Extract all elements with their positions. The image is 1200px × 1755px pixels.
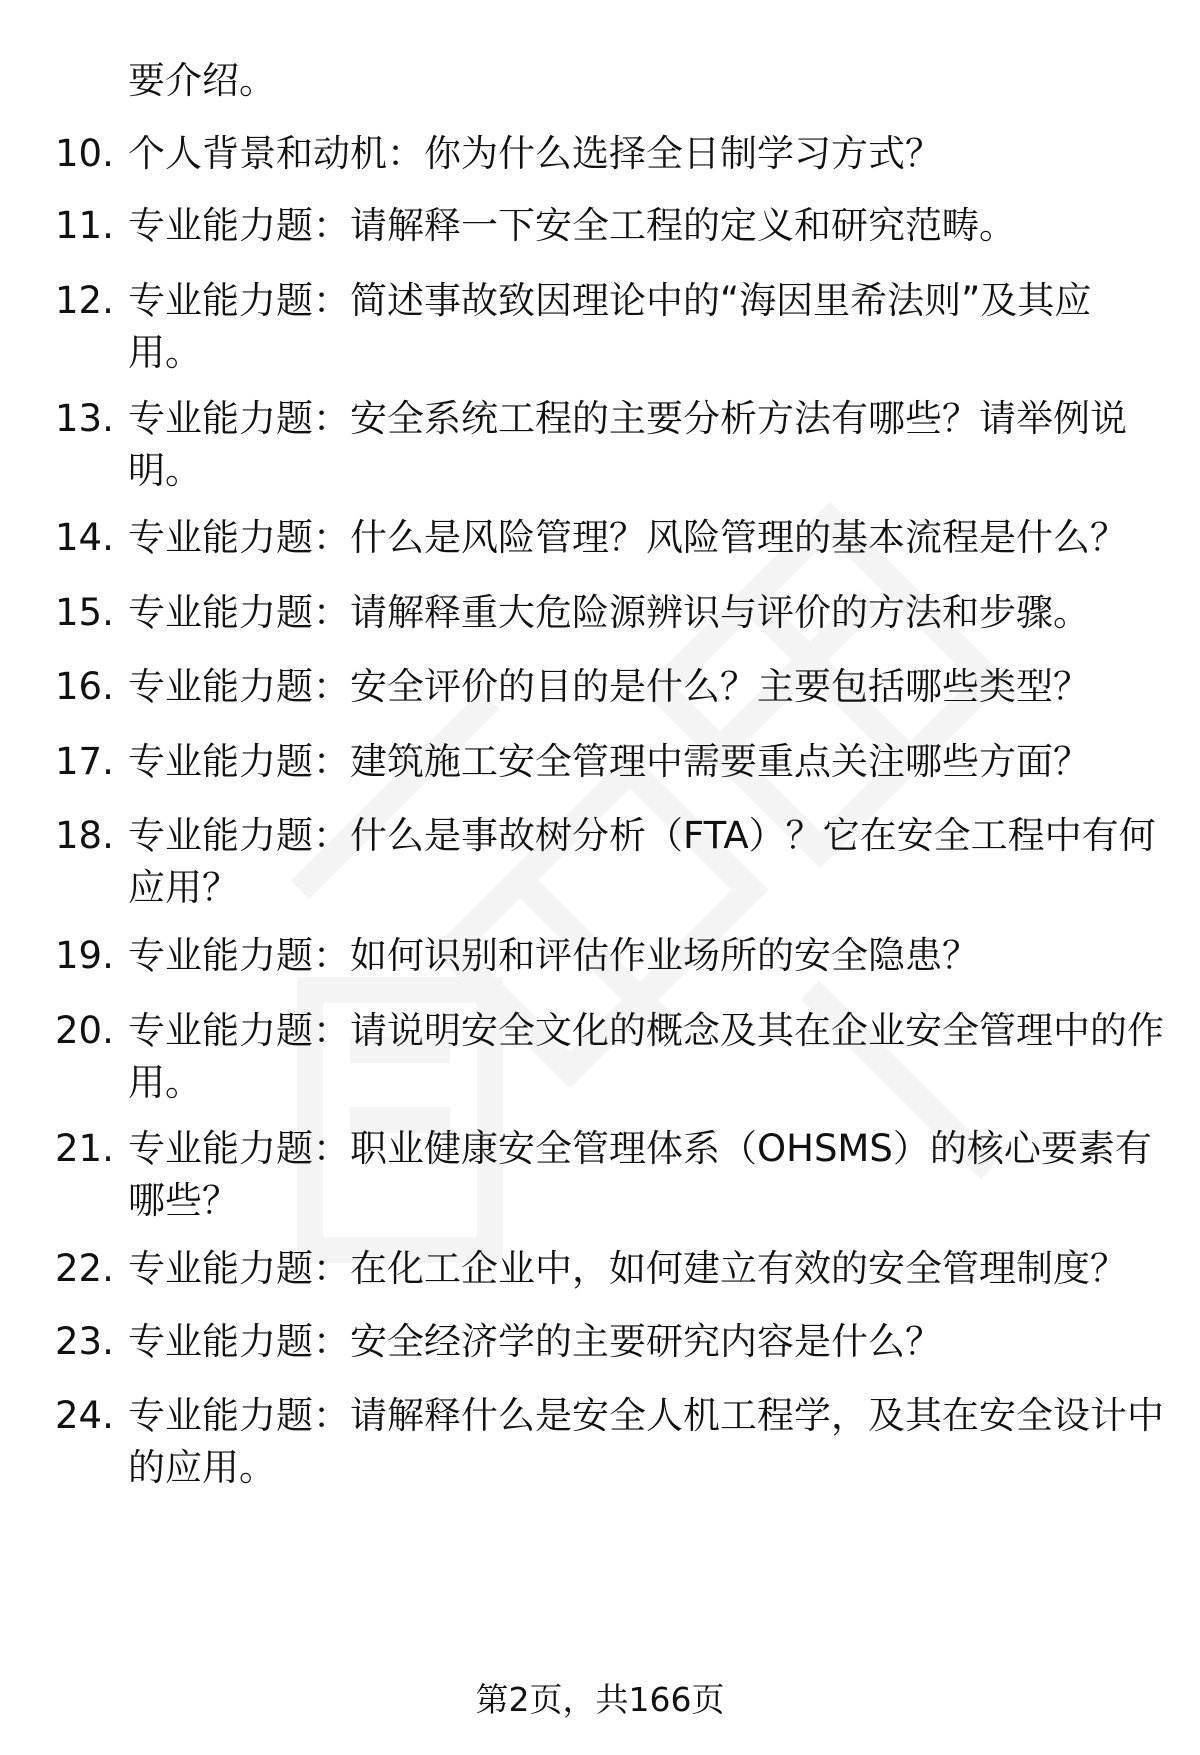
item-line: 用。 — [128, 1061, 202, 1104]
item-text — [128, 1005, 1164, 1109]
item-line: 专业能力题：如何识别和评估作业场所的安全隐患？ — [128, 934, 979, 977]
item-line: 专业能力题：简述事故致因理论中的“海因里希法则”及其应 — [128, 279, 1092, 322]
page-footer: 第2页，共166页 — [475, 1680, 725, 1719]
item-number: 11. — [55, 204, 114, 247]
item-line: 的应用。 — [128, 1446, 276, 1489]
item-line: 专业能力题：什么是事故树分析（FTA）？它在安全工程中有何 — [128, 814, 1156, 857]
item-text — [128, 810, 1156, 914]
item-number: 20. — [55, 1009, 114, 1052]
item-line: 专业能力题：安全系统工程的主要分析方法有哪些？请举例说 — [128, 397, 1127, 440]
item-line: 专业能力题：请解释重大危险源辨识与评价的方法和步骤。 — [128, 591, 1090, 634]
item-number: 18. — [55, 814, 114, 857]
item-number: 16. — [55, 665, 114, 708]
item-number: 15. — [55, 591, 114, 634]
continuation-line: 要介绍。 — [128, 59, 276, 102]
item-line: 专业能力题：在化工企业中，如何建立有效的安全管理制度？ — [128, 1247, 1127, 1290]
item-line: 个人背景和动机：你为什么选择全日制学习方式？ — [128, 132, 942, 175]
item-line: 应用？ — [128, 866, 239, 909]
item-text — [128, 736, 1138, 788]
item-number: 12. — [55, 279, 114, 322]
item-line: 明。 — [128, 449, 202, 492]
item-number: 17. — [55, 740, 114, 783]
item-text — [128, 512, 1138, 564]
item-text — [128, 275, 1138, 379]
item-line: 专业能力题：请说明安全文化的概念及其在企业安全管理中的作 — [128, 1009, 1164, 1052]
item-text — [128, 661, 1138, 713]
item-number: 24. — [55, 1394, 114, 1437]
item-number: 10. — [55, 132, 114, 175]
item-text — [128, 930, 1138, 982]
item-text — [128, 128, 1138, 180]
item-line: 哪些？ — [128, 1179, 239, 1222]
continuation-text — [128, 55, 1138, 107]
item-text — [128, 1316, 1138, 1368]
item-line: 专业能力题：建筑施工安全管理中需要重点关注哪些方面？ — [128, 740, 1090, 783]
item-line: 专业能力题：安全评价的目的是什么？主要包括哪些类型？ — [128, 665, 1090, 708]
item-text — [128, 1123, 1152, 1227]
item-number: 22. — [55, 1247, 114, 1290]
item-text — [128, 393, 1138, 497]
item-number: 13. — [55, 397, 114, 440]
item-text — [128, 1390, 1164, 1494]
item-line: 专业能力题：职业健康安全管理体系（OHSMS）的核心要素有 — [128, 1127, 1152, 1170]
item-number: 14. — [55, 516, 114, 559]
item-text — [128, 587, 1138, 639]
item-line: 专业能力题：请解释什么是安全人机工程学，及其在安全设计中 — [128, 1394, 1164, 1437]
item-line: 专业能力题：请解释一下安全工程的定义和研究范畴。 — [128, 204, 1016, 247]
item-line: 专业能力题：什么是风险管理？风险管理的基本流程是什么？ — [128, 516, 1127, 559]
item-line: 专业能力题：安全经济学的主要研究内容是什么？ — [128, 1320, 942, 1363]
item-number: 19. — [55, 934, 114, 977]
item-text — [128, 1243, 1138, 1295]
item-line: 用。 — [128, 331, 202, 374]
item-number: 21. — [55, 1127, 114, 1170]
item-number: 23. — [55, 1320, 114, 1363]
item-text — [128, 200, 1138, 252]
